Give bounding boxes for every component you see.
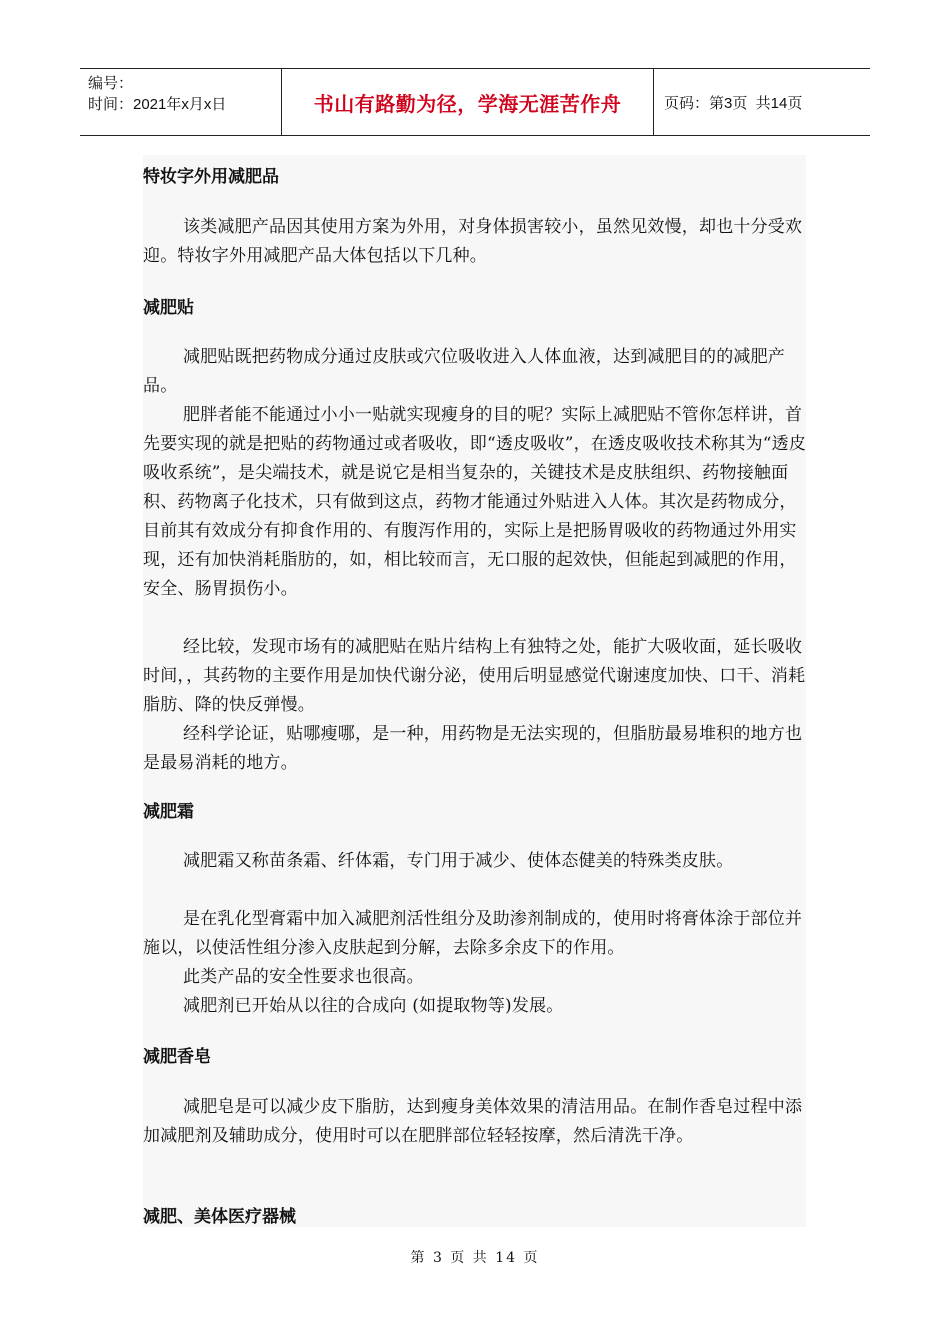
paragraph-intro: 该类减肥产品因其使用方案为外用，对身体损害较小，虽然见效慢，却也十分受欢迎。特妆字外用减肥产品大体包括以下几种。 xyxy=(143,217,803,266)
header-meta xyxy=(80,69,282,135)
paragraph-cream-2: 是在乳化型膏霜中加入减肥剂活性组分及助渗剂制成的，使用时将膏体涂于部位并施以，以使活性组分渗入皮肤起到分解，去除多余皮下的作用。 xyxy=(143,909,803,958)
section-heading-devices: 减肥、美体医疗器械 xyxy=(143,1207,296,1227)
paragraph-cream-1: 减肥霜又称苗条霜、纤体霜，专门用于减少、使体态健美的特殊类皮肤。 xyxy=(183,851,734,871)
page-footer: 第 3 页 共 14 页 xyxy=(410,1250,540,1266)
header-page-info: 页码：第3页 共14页 xyxy=(664,94,803,112)
paragraph-patch-1: 减肥贴既把药物成分通过皮肤或穴位吸收进入人体血液，达到减肥目的的减肥产品。 xyxy=(143,347,785,396)
header-motto: 书山有路勤为径，学海无涯苦作舟 xyxy=(282,69,654,135)
document-number-label: 编号： xyxy=(88,75,134,92)
paragraph-cream-3: 此类产品的安全性要求也很高。 xyxy=(183,967,424,987)
paragraph-soap-1: 减肥皂是可以减少皮下脂肪，达到瘦身美体效果的清洁用品。在制作香皂过程中添加减肥剂及辅助成分，使用时可以在肥胖部位轻轻按摩，然后清洗干净。 xyxy=(143,1097,803,1146)
paragraph-patch-2: 肥胖者能不能通过小小一贴就实现瘦身的目的呢？实际上减肥贴不管你怎样讲，首先要实现的就是把贴的药物通过或者吸收，即“透皮吸收”，在透皮吸收技术称其为“透皮吸收系统”，是尖端技术，就是说它是相当复杂的，关键技术是皮肤组织、药物接触面积、药物离子化技术，只有做到这点，药物才能通过外贴进入人体。其次是药物成分，目前其有效成分有抑食作用的、有腹泻作用的，实际上是把肠胃吸收的药物通过外用实现，还有加快消耗脂肪的，如，相比较而言，无口服的起效快，但能起到减肥的作用，安全、肠胃损伤小。 xyxy=(143,405,806,599)
document-body xyxy=(143,155,806,1227)
page-header xyxy=(80,68,870,136)
section-heading-external-products: 特妆字外用减肥品 xyxy=(143,167,279,187)
section-heading-patch: 减肥贴 xyxy=(143,298,194,318)
section-heading-soap: 减肥香皂 xyxy=(143,1047,211,1067)
paragraph-patch-3: 经比较，发现市场有的减肥贴在贴片结构上有独特之处，能扩大吸收面，延长吸收时间，，其药物的主要作用是加快代谢分泌，使用后明显感觉代谢速度加快、口干、消耗脂肪、降的快反弹慢。 xyxy=(143,637,806,715)
paragraph-patch-4: 经科学论证，贴哪瘦哪，是一种，用药物是无法实现的，但脂肪最易堆积的地方也是最易消耗的地方。 xyxy=(143,724,803,773)
paragraph-cream-4: 减肥剂已开始从以往的合成向 (如提取物等)发展。 xyxy=(183,996,564,1016)
section-heading-cream: 减肥霜 xyxy=(143,802,194,822)
document-date-label: 时间：2021年x月x日 xyxy=(88,96,227,113)
